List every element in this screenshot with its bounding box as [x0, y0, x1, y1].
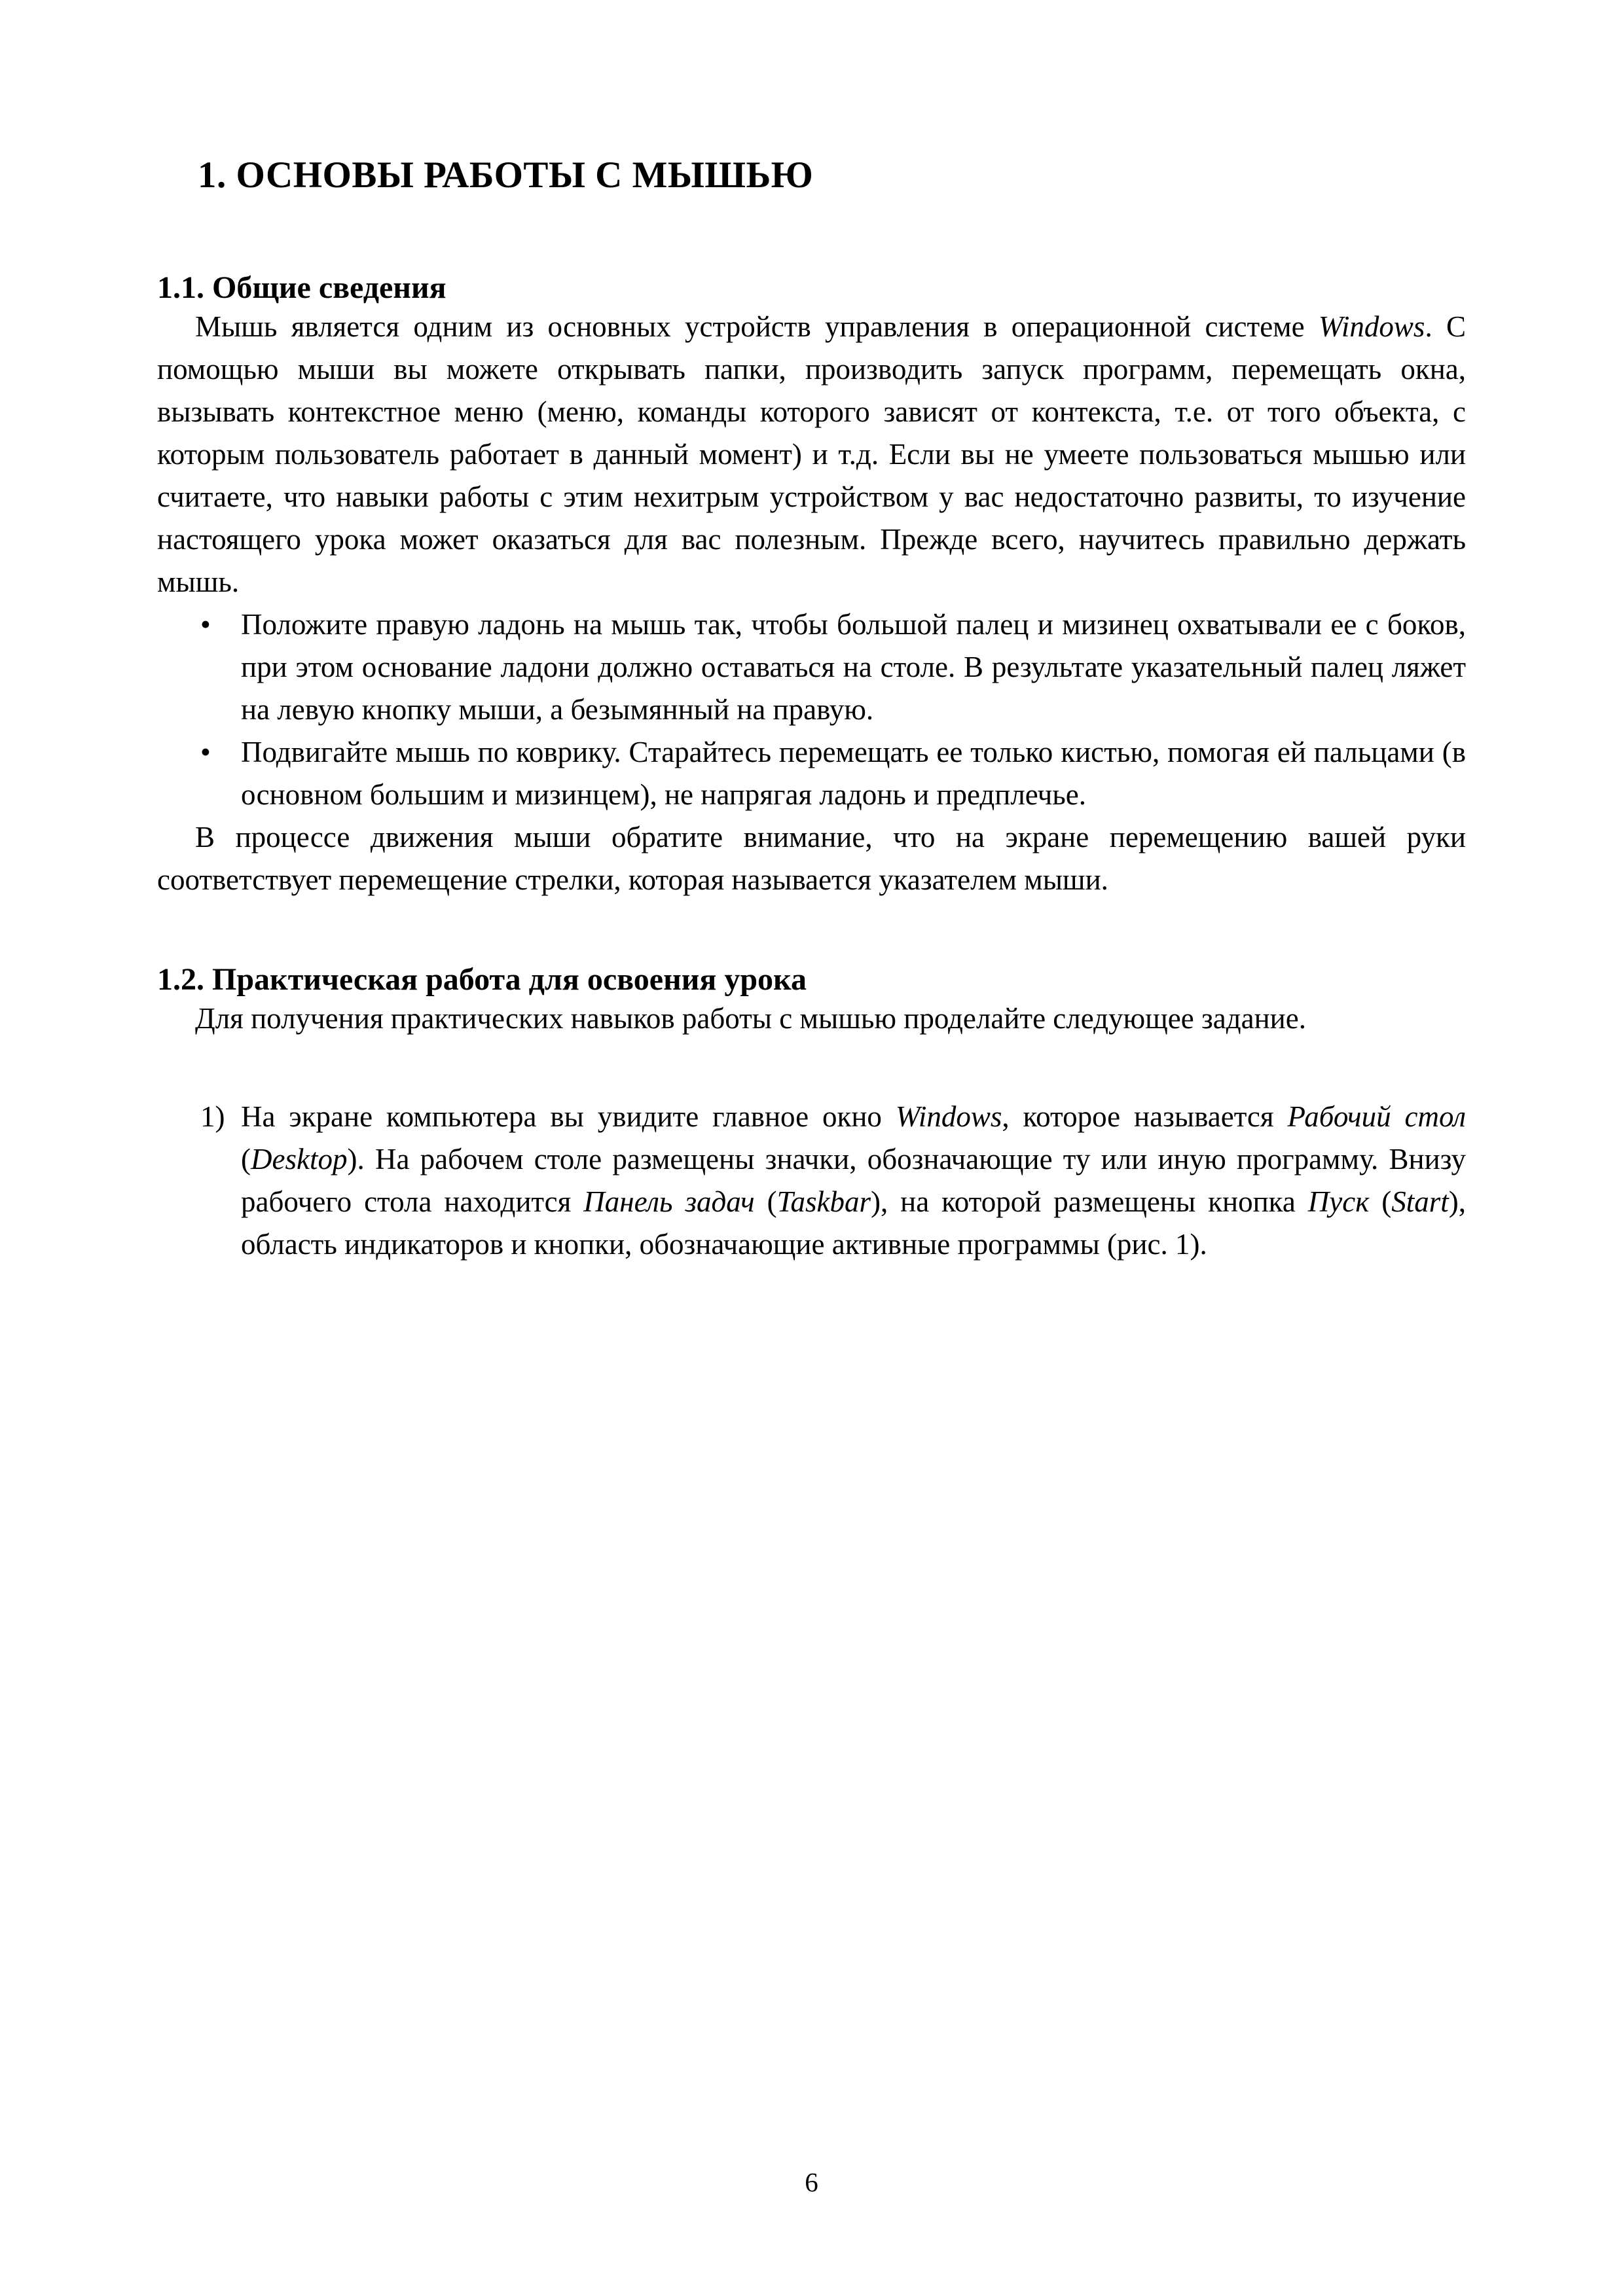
numbered-item-text: На экране компьютера вы увидите главное окно Windows, которое называется Рабочий стол (Desktop). На рабочем столе размещены значки, обозначающие ту или иную программу. Внизу рабочего стола находится Панель задач (Taskbar), на которой размещены кнопка Пуск (Start), область индикаторов и кнопки, обозначающие активные программы (рис. 1). [241, 1100, 1466, 1261]
list-item [157, 1096, 1466, 1266]
bullet-item-text: Подвигайте мышь по коврику. Старайтесь перемещать ее только кистью, помогая ей пальцами (в основном большим и мизинцем), не напрягая ладонь и предплечье. [241, 736, 1466, 811]
list-item [157, 603, 1466, 731]
list-item [157, 731, 1466, 816]
bullet-icon: • [200, 736, 211, 768]
page-title: 1. ОСНОВЫ РАБОТЫ С МЫШЬЮ [198, 154, 814, 196]
paragraph-mouse-pointer: В процессе движения мыши обратите внимание, что на экране перемещению вашей руки соответствует перемещение стрелки, которая называется указателем мыши. [157, 821, 1466, 896]
paragraph-practice-intro: Для получения практических навыков работы с мышью проделайте следующее задание. [195, 1002, 1306, 1035]
paragraph-general-info: Мышь является одним из основных устройств управления в операционной системе Windows. С помощью мыши вы можете открывать папки, производить запуск программ, перемещать окна, вызывать контекстное меню (меню, команды которого зависят от контекста, т.е. от того объекта, с которым пользователь работает в данный момент) и т.д. Если вы не умеете пользоваться мышью или считаете, что навыки работы с этим нехитрым устройством у вас недостаточно развиты, то изучение настоящего урока может оказаться для вас полезным. Прежде всего, научитесь правильно держать мышь. [157, 310, 1466, 598]
bullet-item-text: Положите правую ладонь на мышь так, чтобы большой палец и мизинец охватывали ее с боков, при этом основание ладони должно оставаться на столе. В результате указательный палец ляжет на левую кнопку мыши, а безымянный на правую. [241, 608, 1466, 726]
section-heading-1-1: 1.1. Общие сведения [157, 270, 447, 305]
bullet-icon: • [200, 608, 211, 641]
page-number: 6 [805, 2167, 818, 2197]
section-heading-1-2: 1.2. Практическая работа для освоения урока [157, 962, 807, 997]
list-item-number: 1) [200, 1100, 225, 1133]
numbered-list [157, 1096, 1466, 1266]
bullet-list [157, 603, 1466, 816]
